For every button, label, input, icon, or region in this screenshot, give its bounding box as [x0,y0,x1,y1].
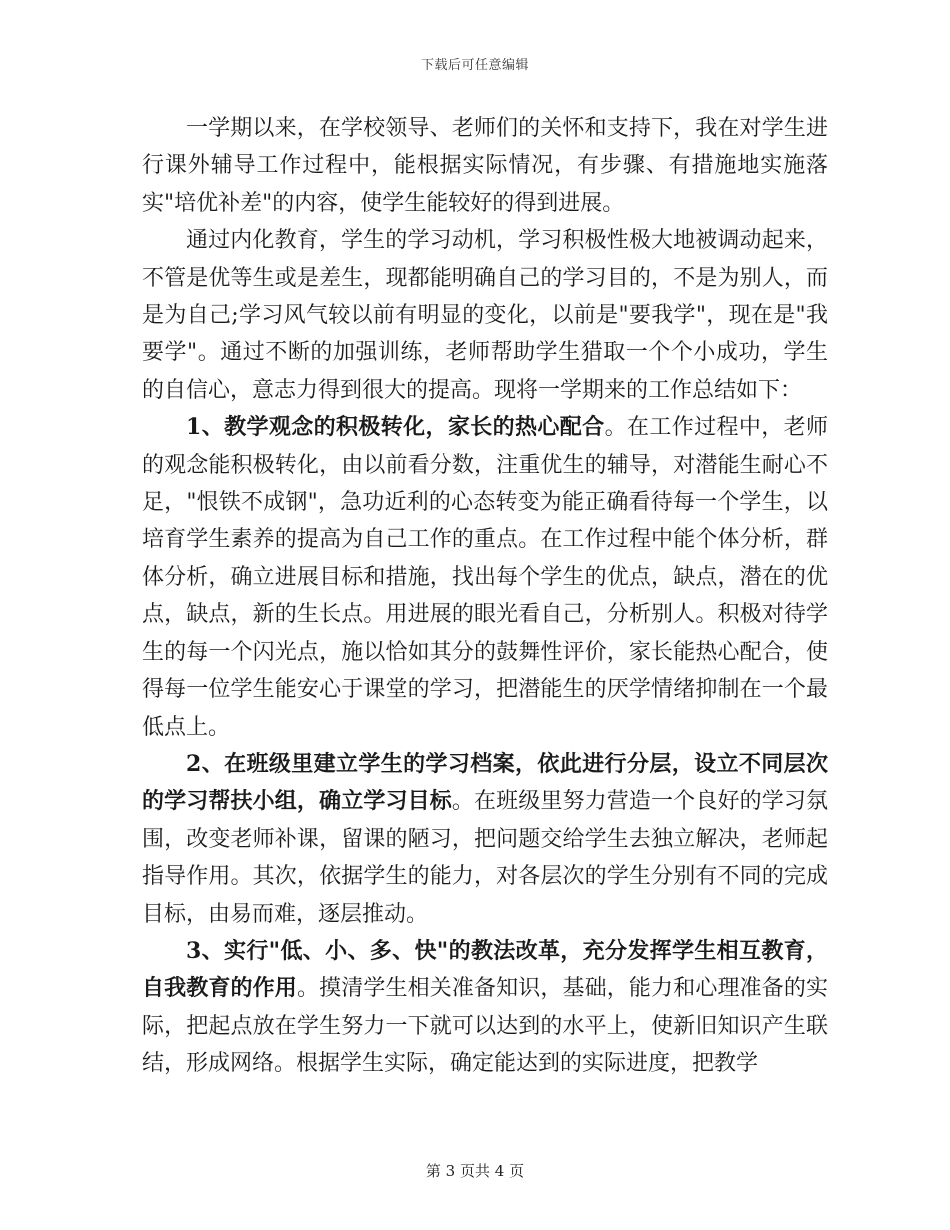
paragraph-text: 一学期以来，在学校领导、老师们的关怀和支持下，我在对学生进行课外辅导工作过程中，能根据实际情况，有步骤、有措施地实施落实"培优补差"的内容，使学生能较好的得到进展。 [142,116,828,216]
paragraph-heading: 1、教学观念的积极转化，家长的热心配合 [186,414,605,441]
paragraph-text: 。在工作过程中，老师的观念能积极转化，由以前看分数，注重优生的辅导，对潜能生耐心不足，"恨铁不成钢"，急功近利的心态转变为能正确看待每一个学生，以培育学生素养的提高为自己工作的重点。在工作过程中能个体分析，群体分析，确立进展目标和措施，找出每个学生的优点，缺点，潜在的优点，缺点，新的生长点。用进展的眼光看自己，分析别人。积极对待学生的每一个闪光点，施以恰如其分的鼓舞性评价，家长能热心配合，使得每一位学生能安心于课堂的学习，把潜能生的厌学情绪抑制在一个最低点上。 [142,415,828,740]
page-header-note: 下载后可任意编辑 [420,58,529,73]
paragraph-motivation [142,222,828,409]
page-number: 第 3 页共 4 页 [425,1162,525,1180]
paragraph-point-1 [142,409,828,746]
paragraph-point-2 [142,746,828,933]
paragraph-text: 通过内化教育，学生的学习动机，学习积极性极大地被调动起来，不管是优等生或是差生，现都能明确自己的学习目的，不是为别人，而是为自己;学习风气较以前有明显的变化，以前是"要我学"，现在是"我要学"。通过不断的加强训练，老师帮助学生猎取一个个小成功，学生的自信心，意志力得到很大的提高。现将一学期来的工作总结如下： [142,228,828,403]
paragraph-text: 。在班级里努力营造一个良好的学习氛围，改变老师补课，留课的陋习，把问题交给学生去独立解决，老师起指导作用。其次，依据学生的能力，对各层次的学生分别有不同的完成目标，由易而难，逐层推动。 [142,789,828,927]
paragraph-point-3 [142,933,828,1083]
paragraph-heading: 2、在班级里建立学生的学习档案，依此进行分层，设立不同层次的学习帮扶小组，确立学习目标 [142,750,828,815]
paragraph-text: 。摸清学生相关准备知识，基础，能力和心理准备的实际，把起点放在学生努力一下就可以达到的水平上，使新旧知识产生联结，形成网络。根据学生实际，确定能达到的实际进度，把教学 [142,976,828,1077]
paragraph-heading: 3、实行"低、小、多、快"的教法改革，充分发挥学生相互教育，自我教育的作用 [142,937,828,1002]
document-body [142,110,828,1083]
paragraph-intro [142,110,828,222]
